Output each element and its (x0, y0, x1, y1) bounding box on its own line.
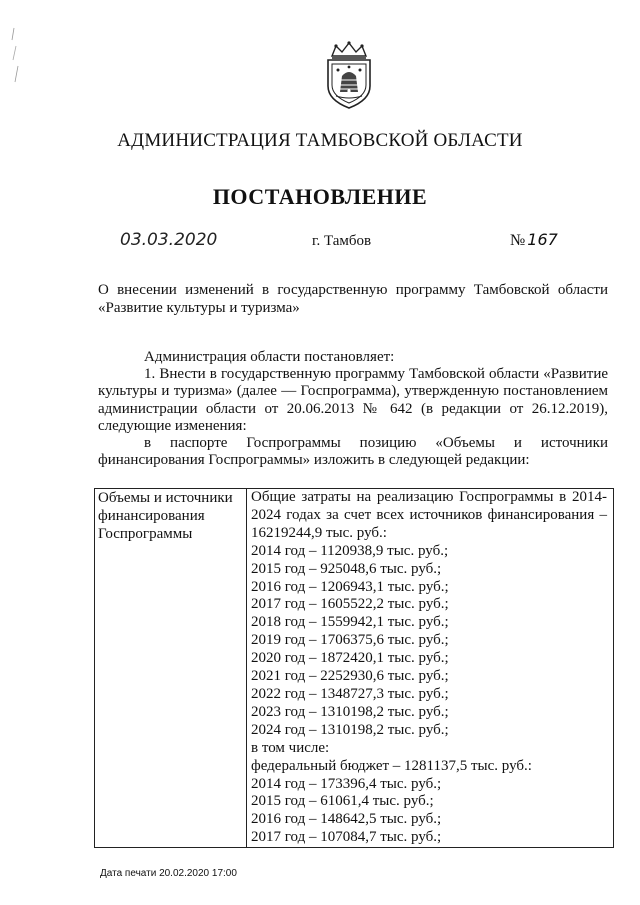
coat-of-arms-icon (318, 40, 380, 110)
financing-line: 2014 год – 1120938,9 тыс. руб.; (251, 542, 449, 559)
table-left-cell: Объемы и источники финансирования Госпрограммы (95, 489, 247, 848)
financing-line: 2016 год – 148642,5 тыс. руб.; (251, 811, 442, 828)
document-number (510, 230, 558, 250)
paragraph-1: 1. Внести в государственную программу Тамбовской области «Развитие культуры и туризма» (далее — Госпрограмма), утвержденную постановлением администрации области от 20.06.2013 № 642 (в редакции от 26.12.2019), следующие изменения: (98, 366, 608, 434)
number-value: 167 (527, 230, 558, 249)
financing-line: федеральный бюджет – 1281137,5 тыс. руб.: (251, 757, 532, 774)
agency-title: АДМИНИСТРАЦИЯ ТАМБОВСКОЙ ОБЛАСТИ (117, 130, 523, 151)
financing-table (94, 488, 614, 848)
table-row (95, 489, 614, 848)
financing-line: в том числе: (251, 739, 330, 756)
financing-line: 2018 год – 1559942,1 тыс. руб.; (251, 614, 449, 631)
financing-line: 2015 год – 925048,6 тыс. руб.; (251, 560, 442, 577)
financing-line: 2014 год – 173396,4 тыс. руб.; (251, 775, 442, 792)
financing-line: 2022 год – 1348727,3 тыс. руб.; (251, 685, 449, 702)
paragraph-2: в паспорте Госпрограммы позицию «Объемы и источники финансирования Госпрограммы» изложить в следующей редакции: (98, 435, 608, 469)
financing-line: 2023 год – 1310198,2 тыс. руб.; (251, 703, 449, 720)
financing-line: 2021 год – 2252930,6 тыс. руб.; (251, 668, 449, 685)
document-subject: О внесении изменений в государственную программу Тамбовской области «Развитие культуры и туризма» (98, 282, 608, 316)
financing-line: 2015 год – 61061,4 тыс. руб.; (251, 793, 434, 810)
financing-line: 2017 год – 1605522,2 тыс. руб.; (251, 596, 449, 613)
financing-line: 2016 год – 1206943,1 тыс. руб.; (251, 578, 449, 595)
document-type: ПОСТАНОВЛЕНИЕ (212, 184, 428, 209)
financing-line: 2019 год – 1706375,6 тыс. руб.; (251, 632, 449, 649)
financing-line: 2017 год – 107084,7 тыс. руб.; (251, 829, 442, 846)
financing-line: 2024 год – 1310198,2 тыс. руб.; (251, 721, 449, 738)
print-date: Дата печати 20.02.2020 17:00 (100, 868, 237, 879)
number-sign: № (510, 232, 526, 249)
margin-scan-marks (4, 26, 22, 86)
intro-paragraph: Администрация области постановляет: (144, 349, 395, 365)
financing-intro: Общие затраты на реализацию Госпрограммы в 2014-2024 годах за счет всех источников финансирования – 16219244,9 тыс. руб.: (251, 489, 607, 541)
document-date: 03.03.2020 (120, 230, 218, 250)
document-city: г. Тамбов (312, 233, 372, 249)
table-right-cell (247, 489, 614, 848)
financing-line: 2020 год – 1872420,1 тыс. руб.; (251, 650, 449, 667)
document-body (98, 348, 608, 470)
